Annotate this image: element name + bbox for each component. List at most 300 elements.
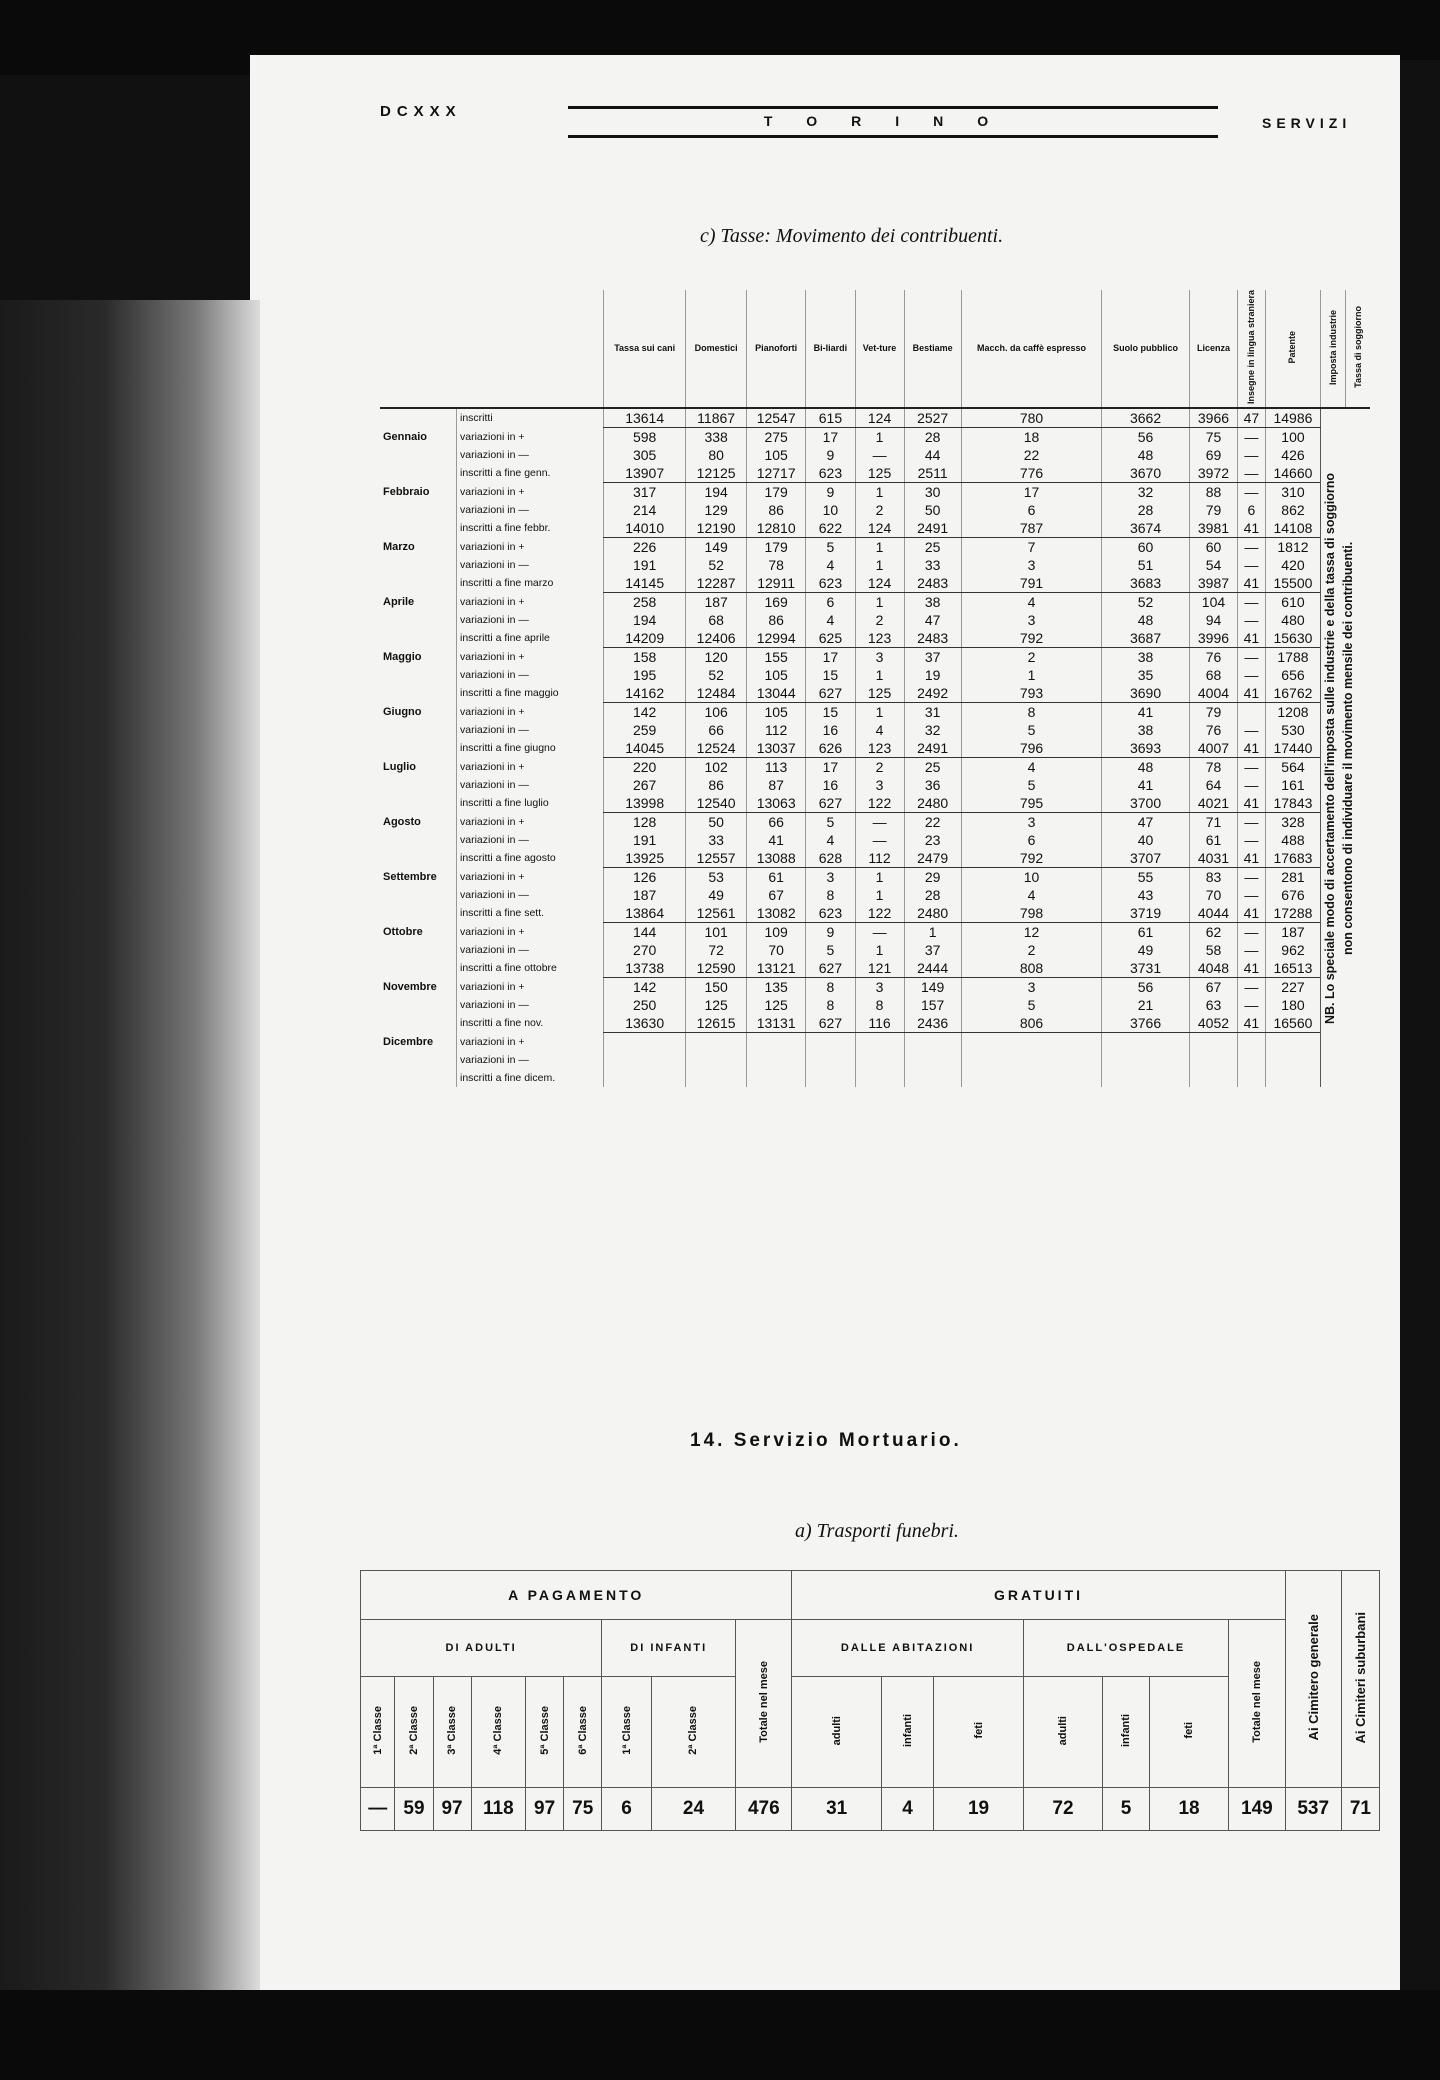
cell-value: 267 xyxy=(604,776,686,794)
cell-value: 610 xyxy=(1265,593,1321,612)
cell-value: 158 xyxy=(604,648,686,667)
cell-value: 220 xyxy=(604,758,686,777)
funebri-value: 97 xyxy=(526,1788,564,1831)
cell-value: — xyxy=(1238,611,1265,629)
cell-value: 328 xyxy=(1265,813,1321,832)
cell-value: 17683 xyxy=(1265,849,1321,868)
cell-value: 2491 xyxy=(904,519,961,538)
funebri-value: 75 xyxy=(564,1788,602,1831)
cell-value: 149 xyxy=(904,978,961,997)
contrib-row xyxy=(380,483,1370,502)
cell-value: 78 xyxy=(746,556,805,574)
contrib-col-header: Licenza xyxy=(1189,290,1238,408)
cell-value: 3 xyxy=(855,978,904,997)
contrib-header-blank xyxy=(380,290,604,408)
contrib-title: c) Tasse: Movimento dei contribuenti. xyxy=(700,225,1004,247)
cell-value xyxy=(904,1069,961,1087)
cell-value: 305 xyxy=(604,446,686,464)
cell-value: 76 xyxy=(1189,648,1238,667)
cell-value: 626 xyxy=(806,739,855,758)
cell-value: 8 xyxy=(855,996,904,1014)
cell-value: 3 xyxy=(961,813,1102,832)
cell-value: 30 xyxy=(904,483,961,502)
contrib-row xyxy=(380,703,1370,722)
funebri-value: 72 xyxy=(1023,1788,1102,1831)
cell-value: 14108 xyxy=(1265,519,1321,538)
cell-value: 49 xyxy=(686,886,747,904)
cell-value: 15 xyxy=(806,703,855,722)
cell-value: 79 xyxy=(1189,703,1238,722)
month-label xyxy=(380,501,457,519)
contrib-row xyxy=(380,556,1370,574)
cell-value: 2444 xyxy=(904,959,961,978)
funebri-col-header: infanti xyxy=(1103,1677,1150,1788)
contrib-col-header: Macch. da caffè espresso xyxy=(961,290,1102,408)
cell-value: 15500 xyxy=(1265,574,1321,593)
month-label: Luglio xyxy=(383,760,416,773)
row-label: variazioni in + xyxy=(457,923,604,942)
contrib-body xyxy=(380,408,1370,1087)
cell-value: 3 xyxy=(855,776,904,794)
cell-value: 75 xyxy=(1189,428,1238,447)
cell-value: 787 xyxy=(961,519,1102,538)
funebri-column-headers xyxy=(361,1677,1380,1788)
cell-value: 63 xyxy=(1189,996,1238,1014)
cell-value: 187 xyxy=(686,593,747,612)
cell-value: 53 xyxy=(686,868,747,887)
cell-value: 37 xyxy=(904,941,961,959)
cell-value: 161 xyxy=(1265,776,1321,794)
cell-value: 3 xyxy=(855,648,904,667)
cell-value: 3670 xyxy=(1102,464,1189,483)
trasporti-funebri-table xyxy=(360,1570,1380,1831)
funebri-value: 118 xyxy=(471,1788,525,1831)
cell-value: — xyxy=(855,831,904,849)
nb-note xyxy=(1321,408,1370,1087)
cell-value: 13044 xyxy=(746,684,805,703)
cell-value: 259 xyxy=(604,721,686,739)
cell-value: 4 xyxy=(806,556,855,574)
cell-value: 1 xyxy=(855,886,904,904)
cell-value: 420 xyxy=(1265,556,1321,574)
cell-value: 806 xyxy=(961,1014,1102,1033)
cell-value: 12524 xyxy=(686,739,747,758)
cell-value: 14045 xyxy=(604,739,686,758)
cell-value xyxy=(1238,1051,1265,1069)
cell-value: 13925 xyxy=(604,849,686,868)
cell-value: 157 xyxy=(904,996,961,1014)
cell-value: 623 xyxy=(806,904,855,923)
cell-value: 142 xyxy=(604,978,686,997)
row-label: inscritti a fine ottobre xyxy=(457,959,604,978)
month-label xyxy=(380,611,457,629)
contrib-row xyxy=(380,1014,1370,1033)
cell-value: 13998 xyxy=(604,794,686,813)
cell-value: 16560 xyxy=(1265,1014,1321,1033)
cell-value: 627 xyxy=(806,794,855,813)
cell-value: 270 xyxy=(604,941,686,959)
contrib-col-header: Vet-ture xyxy=(855,290,904,408)
contrib-row xyxy=(380,978,1370,997)
cell-value: 5 xyxy=(806,538,855,557)
funebri-col-header: feti xyxy=(1149,1677,1228,1788)
contrib-row xyxy=(380,666,1370,684)
contrib-col-header: Insegne in lingua straniera xyxy=(1238,290,1265,408)
month-label xyxy=(380,1051,457,1069)
cell-value: 310 xyxy=(1265,483,1321,502)
cell-value: 3981 xyxy=(1189,519,1238,538)
cell-value: 41 xyxy=(1238,574,1265,593)
cell-value xyxy=(1238,1069,1265,1087)
cell-value: 41 xyxy=(1238,794,1265,813)
cell-value xyxy=(1102,1051,1189,1069)
cell-value xyxy=(1265,1051,1321,1069)
cell-value: 66 xyxy=(686,721,747,739)
cell-value: 68 xyxy=(686,611,747,629)
cell-value: 3662 xyxy=(1102,408,1189,428)
cell-value: 625 xyxy=(806,629,855,648)
cell-value: 4031 xyxy=(1189,849,1238,868)
funebri-value: 19 xyxy=(934,1788,1023,1831)
cell-value: 338 xyxy=(686,428,747,447)
running-header-city: TORINO xyxy=(568,106,1218,138)
month-label: Dicembre xyxy=(383,1035,434,1048)
col-cimitero-generale: Ai Cimitero generale xyxy=(1285,1571,1341,1788)
cell-value: 623 xyxy=(806,574,855,593)
cell-value: 47 xyxy=(1238,408,1265,428)
cell-value: — xyxy=(1238,813,1265,832)
funebri-value: 31 xyxy=(792,1788,881,1831)
cell-value: 41 xyxy=(1238,739,1265,758)
cell-value: 72 xyxy=(686,941,747,959)
cell-value: 13738 xyxy=(604,959,686,978)
row-label: variazioni in + xyxy=(457,483,604,502)
month-label xyxy=(380,684,457,703)
cell-value: 3707 xyxy=(1102,849,1189,868)
cell-value: 3693 xyxy=(1102,739,1189,758)
cell-value: 56 xyxy=(1102,428,1189,447)
cell-value: 12125 xyxy=(686,464,747,483)
row-label: variazioni in — xyxy=(457,666,604,684)
cell-value: 101 xyxy=(686,923,747,942)
contrib-col-header: Patente xyxy=(1265,290,1321,408)
cell-value: 23 xyxy=(904,831,961,849)
row-label: variazioni in + xyxy=(457,868,604,887)
cell-value: 2 xyxy=(855,501,904,519)
cell-value: 180 xyxy=(1265,996,1321,1014)
cell-value xyxy=(746,1069,805,1087)
contrib-row xyxy=(380,648,1370,667)
cell-value: 12540 xyxy=(686,794,747,813)
contrib-col-header: Tassa di soggiorno xyxy=(1346,290,1370,408)
cell-value: 13614 xyxy=(604,408,686,428)
cell-value: 41 xyxy=(1102,703,1189,722)
cell-value: 41 xyxy=(1102,776,1189,794)
cell-value: 123 xyxy=(855,739,904,758)
cell-value: 1 xyxy=(855,538,904,557)
cell-value: 125 xyxy=(686,996,747,1014)
cell-value: 60 xyxy=(1102,538,1189,557)
cell-value: 51 xyxy=(1102,556,1189,574)
cell-value: — xyxy=(1238,868,1265,887)
month-label xyxy=(380,996,457,1014)
cell-value: 70 xyxy=(746,941,805,959)
contrib-row xyxy=(380,1069,1370,1087)
cell-value: 58 xyxy=(1189,941,1238,959)
month-label xyxy=(380,408,457,428)
cell-value: 2480 xyxy=(904,794,961,813)
cell-value: 10 xyxy=(961,868,1102,887)
contrib-row xyxy=(380,684,1370,703)
month-label: Gennaio xyxy=(383,430,428,443)
contrib-col-header: Bestiame xyxy=(904,290,961,408)
row-label: inscritti a fine luglio xyxy=(457,794,604,813)
cell-value: 226 xyxy=(604,538,686,557)
cell-value: 38 xyxy=(1102,648,1189,667)
contrib-col-header: Bi-liardi xyxy=(806,290,855,408)
contrib-col-header: Tassa sui cani xyxy=(604,290,686,408)
cell-value: 44 xyxy=(904,446,961,464)
cell-value: 5 xyxy=(961,721,1102,739)
cell-value: 627 xyxy=(806,959,855,978)
cell-value: 129 xyxy=(686,501,747,519)
cell-value: 120 xyxy=(686,648,747,667)
cell-value: 2 xyxy=(961,648,1102,667)
funebri-col-header: 2ª Classe xyxy=(395,1677,433,1788)
cell-value: 61 xyxy=(1102,923,1189,942)
cell-value: 13907 xyxy=(604,464,686,483)
cell-value: 780 xyxy=(961,408,1102,428)
funebri-col-header: 1ª Classe xyxy=(361,1677,395,1788)
cell-value: 112 xyxy=(746,721,805,739)
month-label xyxy=(380,794,457,813)
cell-value: 62 xyxy=(1189,923,1238,942)
contrib-row xyxy=(380,611,1370,629)
cell-value: 281 xyxy=(1265,868,1321,887)
row-label: inscritti a fine maggio xyxy=(457,684,604,703)
contrib-row xyxy=(380,776,1370,794)
cell-value: 12717 xyxy=(746,464,805,483)
cell-value: 4044 xyxy=(1189,904,1238,923)
month-label xyxy=(380,574,457,593)
cell-value xyxy=(604,1051,686,1069)
cell-value: 9 xyxy=(806,446,855,464)
month-label: Aprile xyxy=(383,595,415,608)
cell-value: 86 xyxy=(746,611,805,629)
cell-value xyxy=(746,1033,805,1052)
cell-value: 28 xyxy=(904,428,961,447)
cell-value: 3766 xyxy=(1102,1014,1189,1033)
cell-value: 64 xyxy=(1189,776,1238,794)
cell-value: 14162 xyxy=(604,684,686,703)
cell-value: 598 xyxy=(604,428,686,447)
month-label xyxy=(380,1069,457,1087)
row-label: inscritti a fine genn. xyxy=(457,464,604,483)
cell-value: 14145 xyxy=(604,574,686,593)
cell-value: 3674 xyxy=(1102,519,1189,538)
cell-value: 4 xyxy=(855,721,904,739)
month-label: Ottobre xyxy=(383,925,423,938)
cell-value: 56 xyxy=(1102,978,1189,997)
month-label: Agosto xyxy=(383,815,421,828)
cell-value: 676 xyxy=(1265,886,1321,904)
sub-infanti: DI INFANTI xyxy=(602,1620,736,1677)
row-label: variazioni in — xyxy=(457,776,604,794)
cell-value: 3 xyxy=(961,611,1102,629)
cell-value: 68 xyxy=(1189,666,1238,684)
row-label: variazioni in + xyxy=(457,703,604,722)
cell-value xyxy=(686,1051,747,1069)
contrib-row xyxy=(380,629,1370,648)
cell-value: 4052 xyxy=(1189,1014,1238,1033)
cell-value: 627 xyxy=(806,1014,855,1033)
cell-value xyxy=(604,1069,686,1087)
cell-value: 3 xyxy=(961,556,1102,574)
cell-value: 14986 xyxy=(1265,408,1321,428)
contrib-header-row xyxy=(380,290,1370,408)
cell-value: 102 xyxy=(686,758,747,777)
contrib-col-header: Pianoforti xyxy=(746,290,805,408)
cell-value: 808 xyxy=(961,959,1102,978)
cell-value: 150 xyxy=(686,978,747,997)
cell-value xyxy=(855,1033,904,1052)
month-label: Marzo xyxy=(383,540,415,553)
cell-value: 71 xyxy=(1189,813,1238,832)
group-pagamento: A PAGAMENTO xyxy=(361,1571,792,1620)
cell-value: 49 xyxy=(1102,941,1189,959)
cell-value: 4048 xyxy=(1189,959,1238,978)
cell-value: 179 xyxy=(746,483,805,502)
cell-value: — xyxy=(1238,446,1265,464)
cell-value: 2 xyxy=(855,611,904,629)
cell-value: 55 xyxy=(1102,868,1189,887)
cell-value: 32 xyxy=(904,721,961,739)
cell-value: 17 xyxy=(806,428,855,447)
cell-value: 13088 xyxy=(746,849,805,868)
cell-value: 796 xyxy=(961,739,1102,758)
cell-value: 12287 xyxy=(686,574,747,593)
cell-value: 275 xyxy=(746,428,805,447)
cell-value: 100 xyxy=(1265,428,1321,447)
cell-value: 41 xyxy=(1238,519,1265,538)
cell-value: 6 xyxy=(961,501,1102,519)
cell-value: 47 xyxy=(1102,813,1189,832)
cell-value: 78 xyxy=(1189,758,1238,777)
cell-value xyxy=(961,1051,1102,1069)
row-label: inscritti a fine giugno xyxy=(457,739,604,758)
funebri-value: 476 xyxy=(736,1788,792,1831)
row-label: inscritti a fine nov. xyxy=(457,1014,604,1033)
cell-value xyxy=(806,1051,855,1069)
cell-value: — xyxy=(1238,483,1265,502)
cell-value: 41 xyxy=(1238,684,1265,703)
cell-value: 124 xyxy=(855,519,904,538)
cell-value: 11867 xyxy=(686,408,747,428)
contrib-row xyxy=(380,428,1370,447)
cell-value: 33 xyxy=(686,831,747,849)
cell-value: 67 xyxy=(1189,978,1238,997)
page-number: DCXXX xyxy=(380,103,462,120)
cell-value: 187 xyxy=(604,886,686,904)
cell-value: 109 xyxy=(746,923,805,942)
cell-value: — xyxy=(1238,538,1265,557)
funebri-value: — xyxy=(361,1788,395,1831)
cell-value: 3 xyxy=(961,978,1102,997)
cell-value: 317 xyxy=(604,483,686,502)
scan-right-border xyxy=(1400,60,1440,1760)
cell-value: 61 xyxy=(746,868,805,887)
nb-note-text xyxy=(1321,473,1357,1024)
funebri-col-header: 1ª Classe xyxy=(602,1677,652,1788)
row-label: variazioni in + xyxy=(457,538,604,557)
cell-value: 113 xyxy=(746,758,805,777)
cell-value: 3731 xyxy=(1102,959,1189,978)
cell-value: 15 xyxy=(806,666,855,684)
cell-value: 1812 xyxy=(1265,538,1321,557)
cell-value: 142 xyxy=(604,703,686,722)
contrib-row xyxy=(380,831,1370,849)
section-title-mortuario: 14. Servizio Mortuario. xyxy=(690,1430,962,1451)
cell-value: 17843 xyxy=(1265,794,1321,813)
cell-value: 12911 xyxy=(746,574,805,593)
cell-value: 2527 xyxy=(904,408,961,428)
cell-value: 48 xyxy=(1102,758,1189,777)
cell-value: 116 xyxy=(855,1014,904,1033)
funebri-col-header: 4ª Classe xyxy=(471,1677,525,1788)
cell-value: 88 xyxy=(1189,483,1238,502)
cell-value xyxy=(686,1033,747,1052)
cell-value: 52 xyxy=(686,666,747,684)
month-label xyxy=(380,831,457,849)
cell-value: 126 xyxy=(604,868,686,887)
cell-value: 47 xyxy=(904,611,961,629)
cell-value: 2479 xyxy=(904,849,961,868)
cell-value: 3719 xyxy=(1102,904,1189,923)
cell-value: — xyxy=(855,813,904,832)
cell-value: 2491 xyxy=(904,739,961,758)
cell-value: 28 xyxy=(1102,501,1189,519)
cell-value: 122 xyxy=(855,904,904,923)
contrib-row xyxy=(380,959,1370,978)
month-label xyxy=(380,941,457,959)
cell-value: 124 xyxy=(855,408,904,428)
cell-value: 144 xyxy=(604,923,686,942)
cell-value: 87 xyxy=(746,776,805,794)
cell-value: 2511 xyxy=(904,464,961,483)
cell-value: 3972 xyxy=(1189,464,1238,483)
cell-value: 83 xyxy=(1189,868,1238,887)
cell-value: 530 xyxy=(1265,721,1321,739)
cell-value: 1 xyxy=(855,556,904,574)
contrib-row xyxy=(380,1033,1370,1052)
cell-value: 4004 xyxy=(1189,684,1238,703)
cell-value: 112 xyxy=(855,849,904,868)
cell-value: 21 xyxy=(1102,996,1189,1014)
cell-value: 13630 xyxy=(604,1014,686,1033)
cell-value: — xyxy=(1238,428,1265,447)
cell-value: 8 xyxy=(806,886,855,904)
cell-value: 123 xyxy=(855,629,904,648)
contrib-col-header: Suolo pubblico xyxy=(1102,290,1189,408)
cell-value: 195 xyxy=(604,666,686,684)
contrib-row xyxy=(380,904,1370,923)
sub-adulti: DI ADULTI xyxy=(361,1620,602,1677)
cell-value: 18 xyxy=(961,428,1102,447)
month-label xyxy=(380,519,457,538)
cell-value: 13063 xyxy=(746,794,805,813)
cell-value: 52 xyxy=(686,556,747,574)
cell-value: 2492 xyxy=(904,684,961,703)
